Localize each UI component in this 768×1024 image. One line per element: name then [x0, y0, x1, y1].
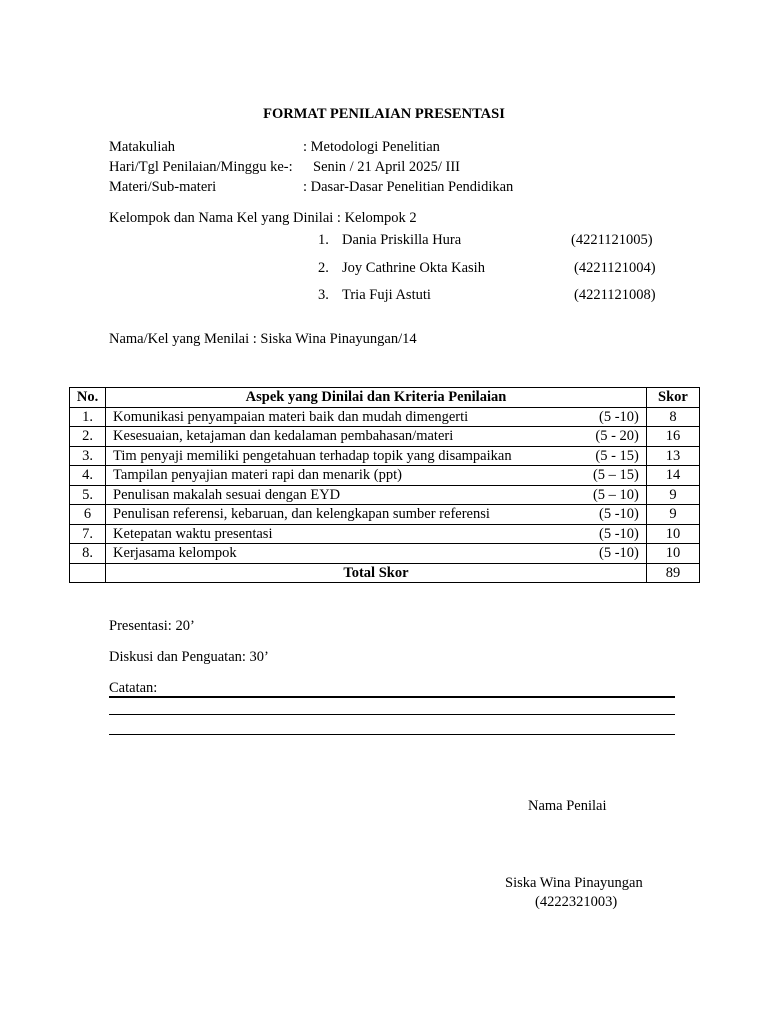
member-number: 3.: [318, 287, 329, 303]
info-value-matakuliah: : Metodologi Penelitian: [303, 139, 440, 155]
aspek-text: Kerjasama kelompok: [113, 545, 237, 561]
info-label-matakuliah: Matakuliah: [109, 139, 176, 155]
table-row: [70, 466, 700, 486]
member-number: 1.: [318, 232, 329, 248]
total-empty-cell: [70, 563, 106, 583]
row-aspek: [106, 485, 647, 505]
row-no: 5.: [70, 485, 106, 505]
member-id: (4221121005): [571, 232, 653, 248]
presentasi-duration: Presentasi: 20’: [109, 618, 195, 634]
aspek-text: Kesesuaian, ketajaman dan kedalaman pembahasan/materi: [113, 428, 454, 444]
row-no: 4.: [70, 466, 106, 486]
aspek-range: (5 -10): [599, 525, 639, 542]
aspek-text: Tampilan penyajian materi rapi dan menarik (ppt): [113, 467, 402, 483]
row-no: 6: [70, 505, 106, 525]
aspek-text: Ketepatan waktu presentasi: [113, 525, 273, 542]
aspek-text: Penulisan referensi, kebaruan, dan kelengkapan sumber referensi: [113, 506, 490, 522]
row-aspek: [106, 544, 647, 564]
row-skor: 9: [646, 505, 699, 525]
page-title: FORMAT PENILAIAN PRESENTASI: [263, 106, 505, 122]
table-row: [70, 446, 700, 466]
member-name: Joy Cathrine Okta Kasih: [342, 260, 485, 276]
signature-name: Siska Wina Pinayungan: [505, 875, 643, 891]
header-skor: Skor: [646, 388, 699, 408]
info-label-materi: Materi/Sub-materi: [109, 179, 217, 195]
assessor-line: Nama/Kel yang Menilai : Siska Wina Pinayungan/14: [109, 331, 417, 347]
catatan-label: Catatan:: [109, 680, 158, 696]
row-skor: 10: [646, 544, 699, 564]
score-table: [69, 387, 700, 583]
total-value: 89: [646, 563, 699, 583]
row-skor: 16: [646, 427, 699, 447]
row-no: 3.: [70, 446, 106, 466]
row-skor: 10: [646, 524, 699, 544]
table-total-row: [70, 563, 700, 583]
row-aspek: [106, 427, 647, 447]
row-no: 7.: [70, 524, 106, 544]
total-label: Total Skor: [106, 563, 647, 583]
aspek-range: (5 – 10): [592, 486, 639, 503]
member-id: (4221121008): [574, 287, 656, 303]
diskusi-duration: Diskusi dan Penguatan: 30’: [109, 649, 269, 665]
aspek-range: (5 -10): [599, 545, 639, 561]
row-aspek: [106, 407, 647, 427]
table-row: [70, 524, 700, 544]
row-skor: 13: [646, 446, 699, 466]
row-no: 2.: [70, 427, 106, 447]
row-skor: 9: [646, 485, 699, 505]
row-skor: 14: [646, 466, 699, 486]
table-header-row: [70, 388, 700, 408]
member-name: Dania Priskilla Hura: [342, 232, 462, 248]
row-no: 8.: [70, 544, 106, 564]
aspek-range: (5 -10): [599, 408, 639, 425]
header-aspek: Aspek yang Dinilai dan Kriteria Penilaian: [106, 388, 647, 408]
row-skor: 8: [646, 407, 699, 427]
aspek-range: (5 - 20): [595, 428, 639, 444]
header-no: No.: [70, 388, 106, 408]
row-aspek: [106, 446, 647, 466]
notes-line: [109, 734, 675, 735]
signature-id: (4222321003): [535, 894, 618, 910]
row-no: 1.: [70, 407, 106, 427]
notes-line: [109, 696, 675, 698]
table-row: [70, 485, 700, 505]
aspek-text: Tim penyaji memiliki pengetahuan terhadap topik yang disampaikan: [113, 447, 512, 464]
group-line: Kelompok dan Nama Kel yang Dinilai : Kelompok 2: [109, 210, 417, 226]
aspek-text: Penulisan makalah sesuai dengan EYD: [113, 486, 341, 503]
member-id: (4221121004): [574, 260, 656, 276]
row-aspek: [106, 505, 647, 525]
table-row: [70, 407, 700, 427]
aspek-range: (5 - 15): [595, 447, 639, 464]
notes-line: [109, 714, 675, 715]
member-name: Tria Fuji Astuti: [342, 287, 431, 303]
row-aspek: [106, 466, 647, 486]
row-aspek: [106, 524, 647, 544]
info-value-tanggal: Senin / 21 April 2025/ III: [313, 159, 461, 175]
info-label-tanggal: Hari/Tgl Penilaian/Minggu ke-:: [109, 159, 293, 175]
aspek-range: (5 – 15): [592, 467, 639, 483]
table-row: [70, 505, 700, 525]
aspek-text: Komunikasi penyampaian materi baik dan mudah dimengerti: [113, 408, 469, 425]
signature-label: Nama Penilai: [528, 798, 607, 814]
info-value-materi: : Dasar-Dasar Penelitian Pendidikan: [303, 179, 514, 195]
table-row: [70, 427, 700, 447]
aspek-range: (5 -10): [599, 506, 639, 522]
table-row: [70, 544, 700, 564]
member-number: 2.: [318, 260, 329, 276]
